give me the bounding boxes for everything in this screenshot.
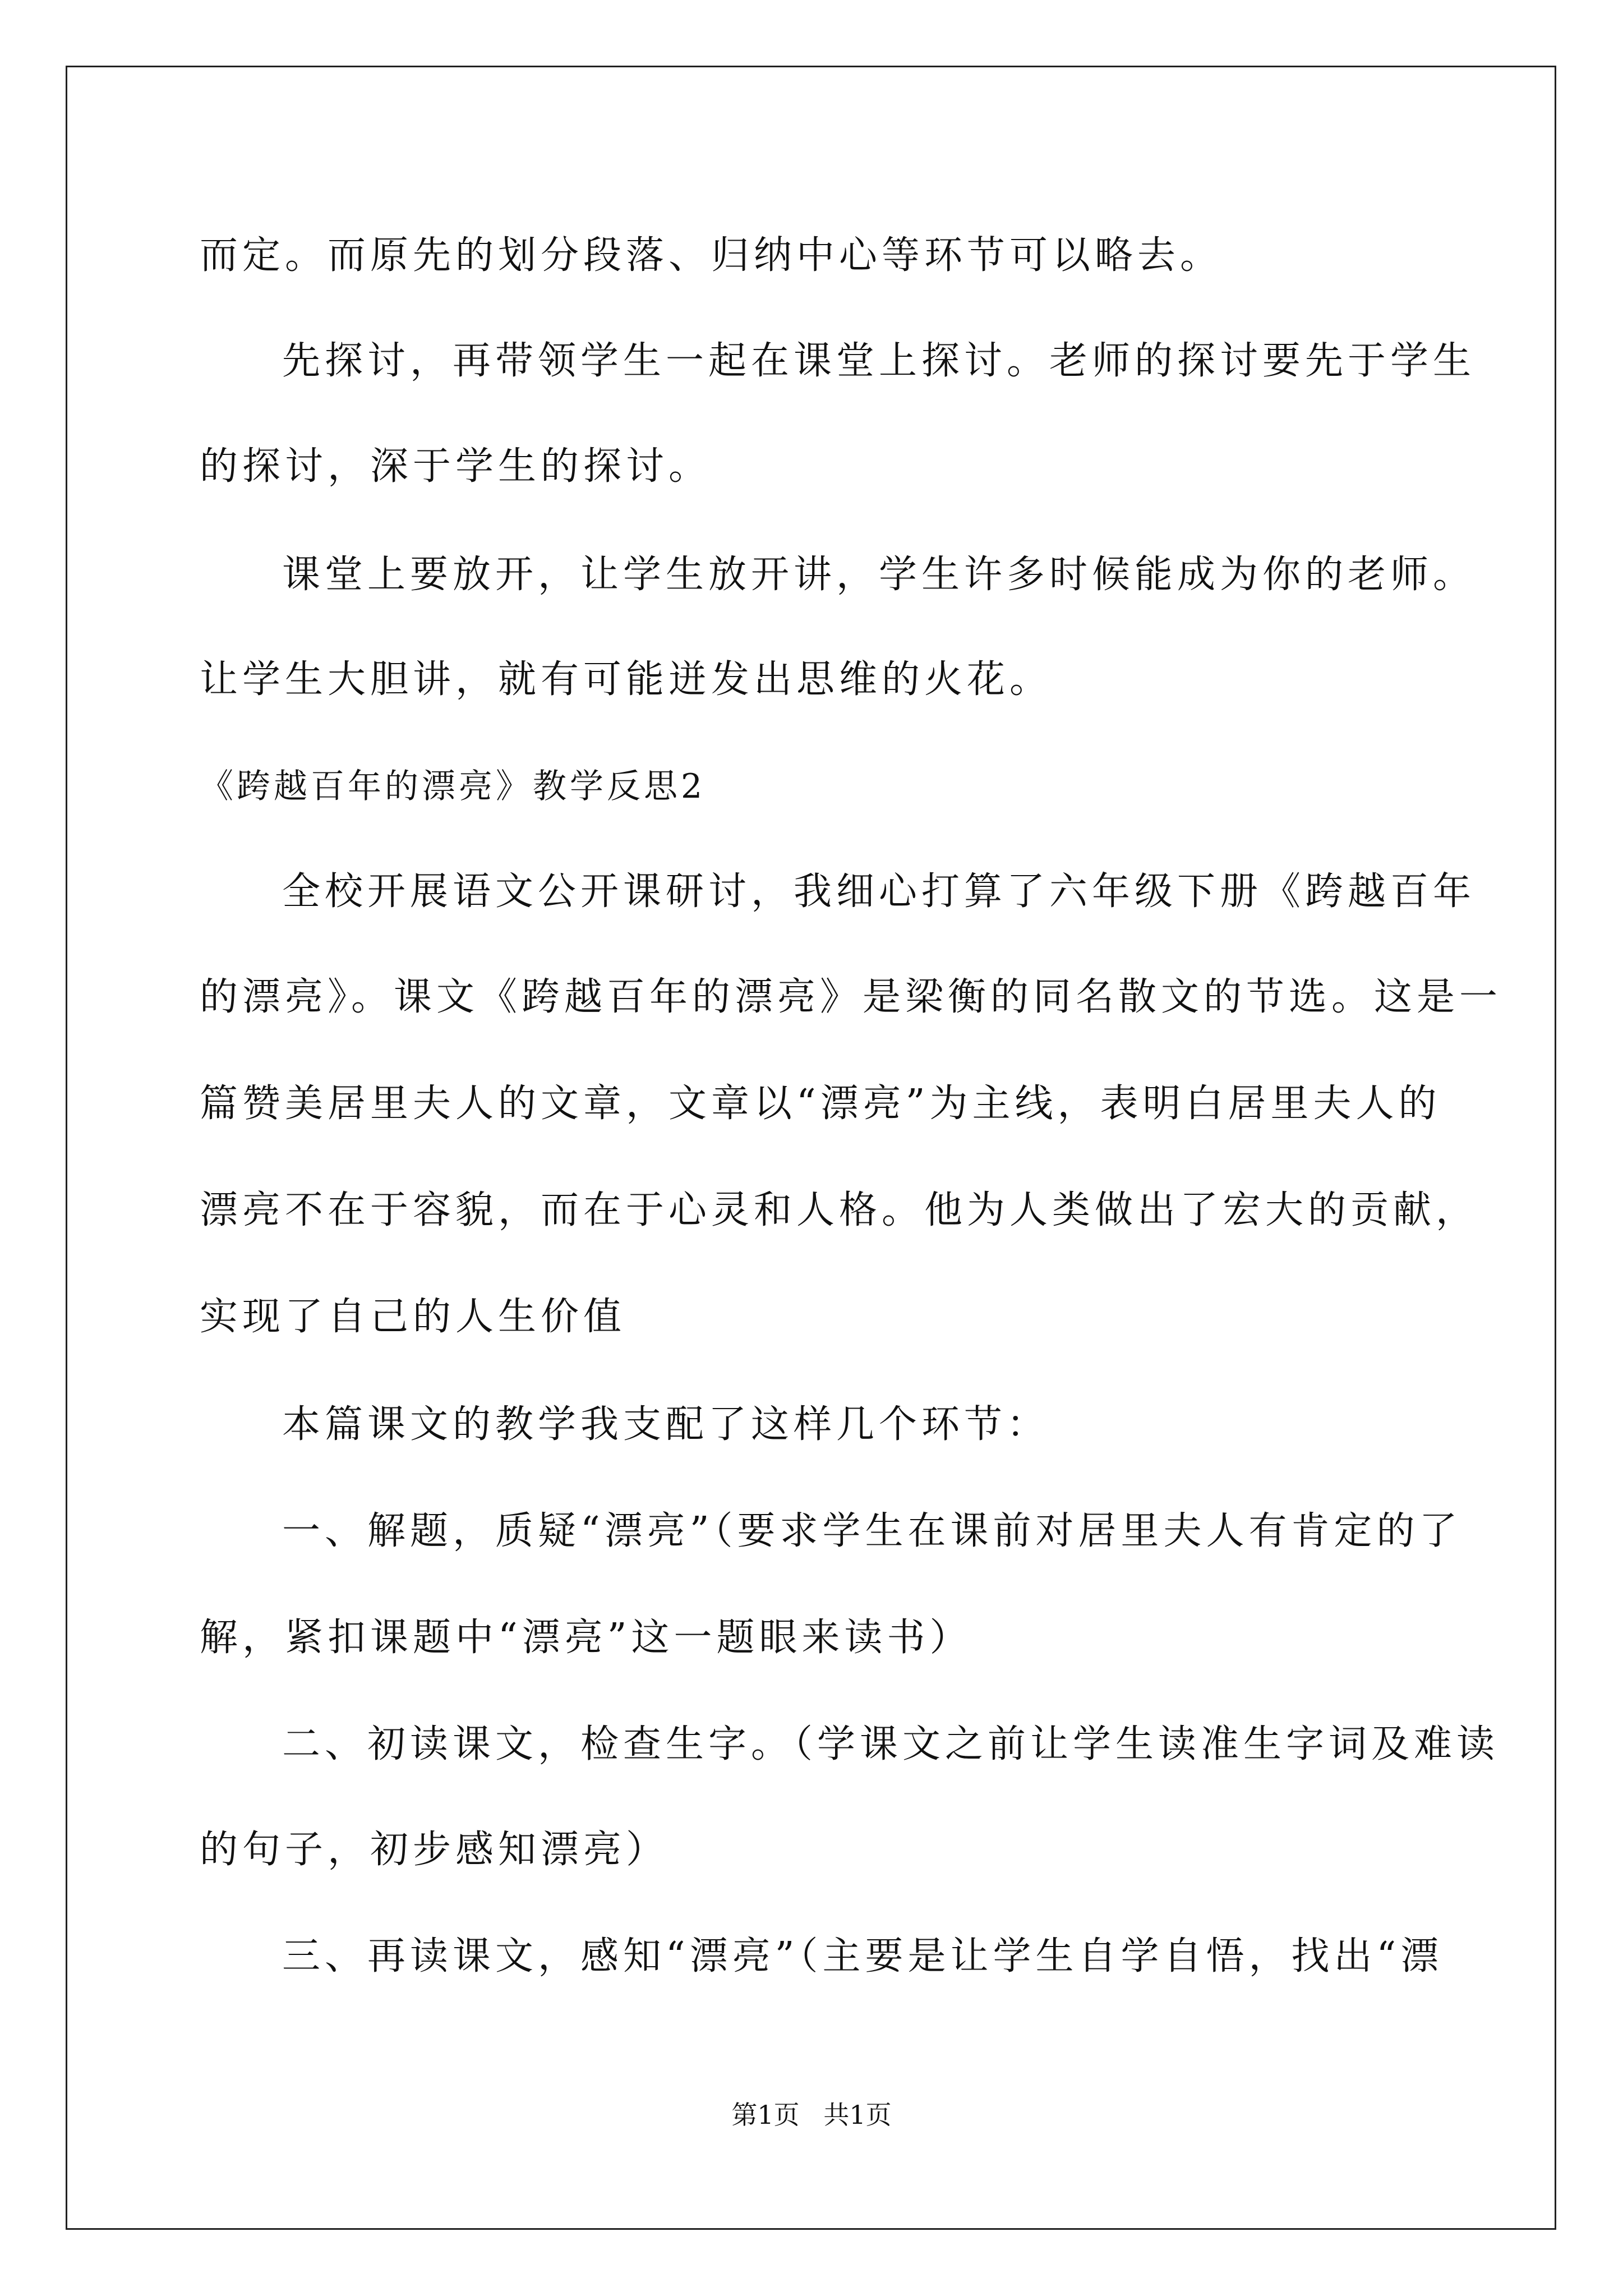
page-number: 第1页: [731, 2100, 800, 2130]
page-total: 共1页: [823, 2100, 892, 2130]
section-heading: 《跨越百年的漂亮》教学反思2: [200, 767, 706, 806]
paragraph-line: 而定。而原先的划分段落、归纳中心等环节可以略去。: [200, 233, 1223, 278]
paragraph-line: 的句子，初步感知漂亮）: [200, 1828, 669, 1872]
paragraph-line: 本篇课文的教学我支配了这样几个环节：: [282, 1402, 1050, 1447]
paragraph-line: 一、解题，质疑“漂亮”（要求学生在课前对居里夫人有肯定的了: [282, 1509, 1462, 1553]
paragraph-line: 让学生大胆讲，就有可能迸发出思维的火花。: [200, 657, 1053, 702]
paragraph-line: 实现了自己的人生价值: [200, 1295, 626, 1339]
paragraph-line: 课堂上要放开，让学生放开讲，学生许多时候能成为你的老师。: [282, 553, 1476, 597]
paragraph-line: 先探讨，再带领学生一起在课堂上探讨。老师的探讨要先于学生: [282, 339, 1476, 383]
paragraph-line: 漂亮不在于容貌，而在于心灵和人格。他为人类做出了宏大的贡献，: [200, 1188, 1479, 1232]
page-border: [66, 66, 1556, 2230]
paragraph-line: 三、再读课文，感知“漂亮”（主要是让学生自学自悟，找出“漂: [282, 1934, 1444, 1978]
paragraph-line: 全校开展语文公开课研讨，我细心打算了六年级下册《跨越百年: [282, 869, 1476, 914]
paragraph-line: 解，紧扣课题中“漂亮”这一题眼来读书）: [200, 1616, 972, 1660]
paragraph-line: 的探讨，深于学生的探讨。: [200, 444, 712, 489]
paragraph-line: 篇赞美居里夫人的文章，文章以“漂亮”为主线，表明白居里夫人的: [200, 1082, 1441, 1126]
page-footer: [0, 2099, 1623, 2131]
paragraph-line: 的漂亮》。课文《跨越百年的漂亮》是梁衡的同名散文的节选。这是一: [200, 975, 1502, 1019]
paragraph-line: 二、初读课文，检查生字。（学课文之前让学生读准生字词及难读: [282, 1722, 1500, 1766]
